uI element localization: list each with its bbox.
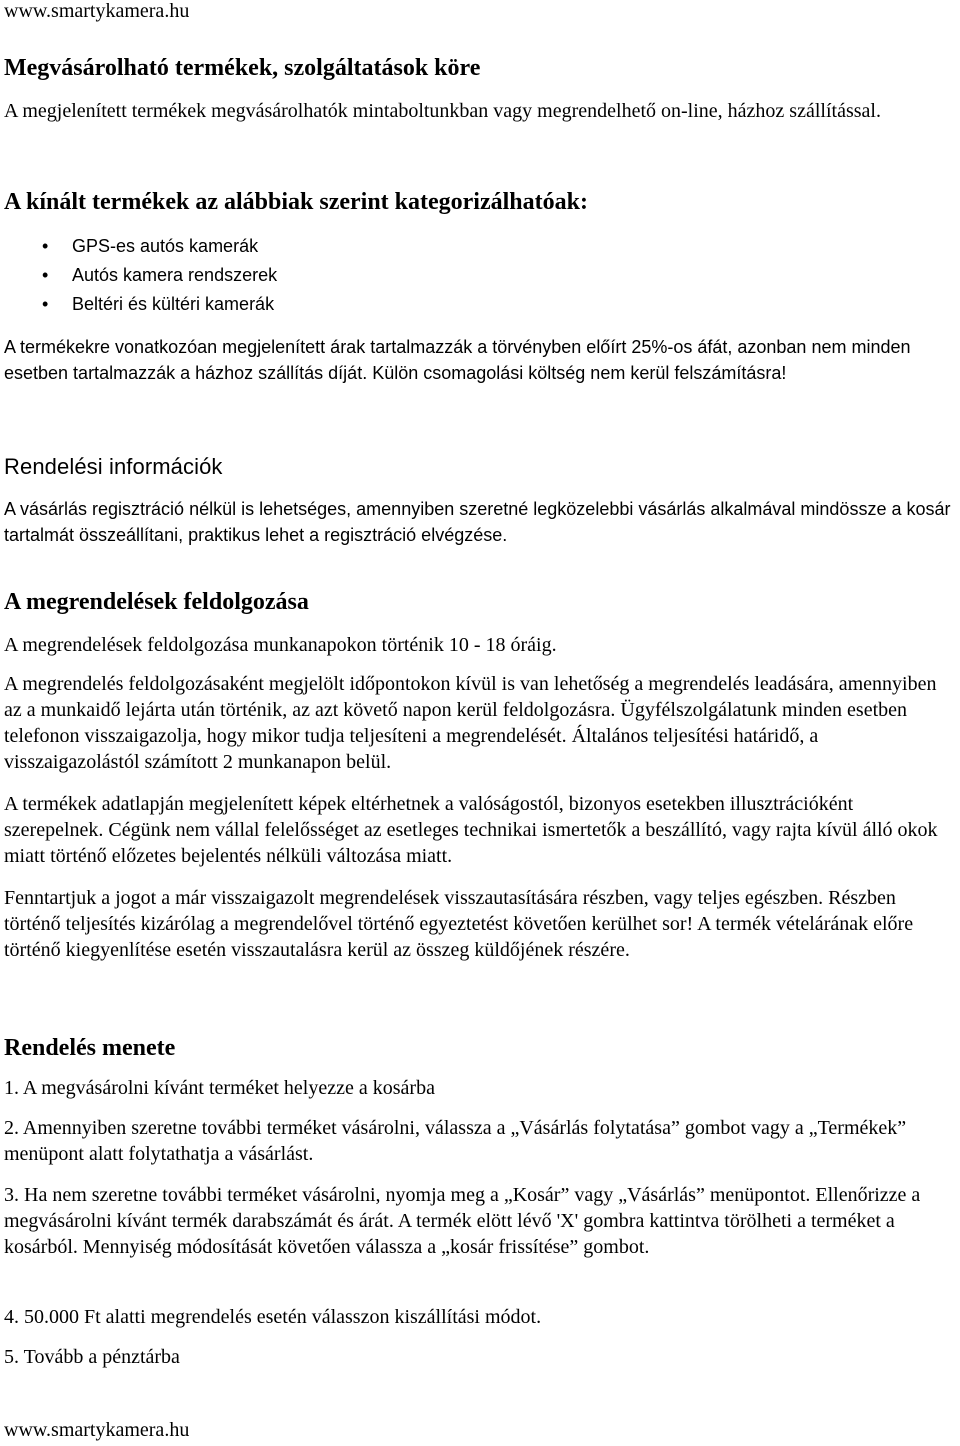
processing-paragraph: A megrendelések feldolgozása munkanapokon történik 10 - 18 óráig. <box>4 634 557 656</box>
category-label: Beltéri és kültéri kamerák <box>72 294 275 314</box>
step-item: 1. A megvásárolni kívánt terméket helyezze a kosárba <box>4 1077 435 1099</box>
processing-paragraph: Fenntartjuk a jogot a már visszaigazolt megrendelések visszautasítására részben, vagy teljes egészben. Részben történő teljesítés kizárólag a megrendelővel történő egyeztetést követően kerülhet sor! A termék vételárának előre történő kiegyenlítése esetén visszautalásra kerül az összeg küldőjének részére. <box>4 887 914 961</box>
category-label: Autós kamera rendszerek <box>72 265 278 285</box>
category-list <box>4 232 956 319</box>
step-item: 5. Tovább a pénztárba <box>4 1346 180 1368</box>
processing-paragraph: A termékek adatlapján megjelenített képek eltérhetnek a valóságostól, bizonyos esetekben illusztrációként szerepelnek. Cégünk nem vállal felelősséget az esetleges technikai ismertetők a beszállító, vagy rajta kívül álló okok miatt történő előzetes bejelentés nélküli változása miatt. <box>4 793 938 867</box>
step-item: 3. Ha nem szeretne további terméket vásárolni, nyomja meg a „Kosár” vagy „Vásárlás” menüpontot. Ellenőrizze a megvásárolni kívánt termék darabszámát és árát. A termék elött lévő 'X' gombra kattintva törölheti a terméket a kosárból. Mennyiség módosítását követően válassza a „kosár frissítése” gombot. <box>4 1184 921 1258</box>
price-note: A termékekre vonatkozóan megjelenített árak tartalmazzák a törvényben előírt 25%-os áfát, azonban nem minden esetben tartalmazzák a házhoz szállítás díját. Külön csomagolási költség nem kerül felszámításra! <box>4 337 911 383</box>
bullet-icon: • <box>42 294 49 314</box>
steps-heading: Rendelés menete <box>4 1035 176 1061</box>
category-label: GPS-es autós kamerák <box>72 236 259 256</box>
order-info-text: A vásárlás regisztráció nélkül is lehetséges, amennyiben szeretné legközelebbi vásárlás alkalmával mindössze a kosár tartalmát összeállítani, praktikus lehet a regisztráció elvégzése. <box>4 499 951 545</box>
products-heading: Megvásárolható termékek, szolgáltatások köre <box>4 55 481 81</box>
products-intro: A megjelenített termékek megvásárolhatók mintaboltunkban vagy megrendelhető on-line, házhoz szállítással. <box>4 100 881 122</box>
categories-heading: A kínált termékek az alábbiak szerint kategorizálhatóak: <box>4 189 588 215</box>
bullet-icon: • <box>42 265 49 285</box>
order-info-heading: Rendelési információk <box>4 454 223 479</box>
processing-heading: A megrendelések feldolgozása <box>4 589 309 615</box>
header-site-url[interactable]: www.smartykamera.hu <box>4 0 190 22</box>
processing-paragraph: A megrendelés feldolgozásaként megjelölt időpontokon kívül is van lehetőség a megrendelés leadására, amennyiben az a munkaidő lejárta után történik, az azt követő napon kerül feldolgozásra. Ügyfélszolgálatunk minden esetben telefonon visszaigazolja, hogy mikor tudja teljesíteni a megrendelését. Általános teljesítési határidő, a visszaigazolástól számított 2 munkanapon belül. <box>4 673 937 773</box>
category-item <box>4 261 956 290</box>
footer-site-url[interactable]: www.smartykamera.hu <box>4 1419 190 1441</box>
category-item <box>4 290 956 319</box>
step-item: 2. Amennyiben szeretne további terméket vásárolni, válassza a „Vásárlás folytatása” gombot vagy a „Termékek” menüpont alatt folytathatja a vásárlást. <box>4 1117 907 1165</box>
step-item: 4. 50.000 Ft alatti megrendelés esetén válasszon kiszállítási módot. <box>4 1306 542 1328</box>
bullet-icon: • <box>42 236 49 256</box>
category-item <box>4 232 956 261</box>
